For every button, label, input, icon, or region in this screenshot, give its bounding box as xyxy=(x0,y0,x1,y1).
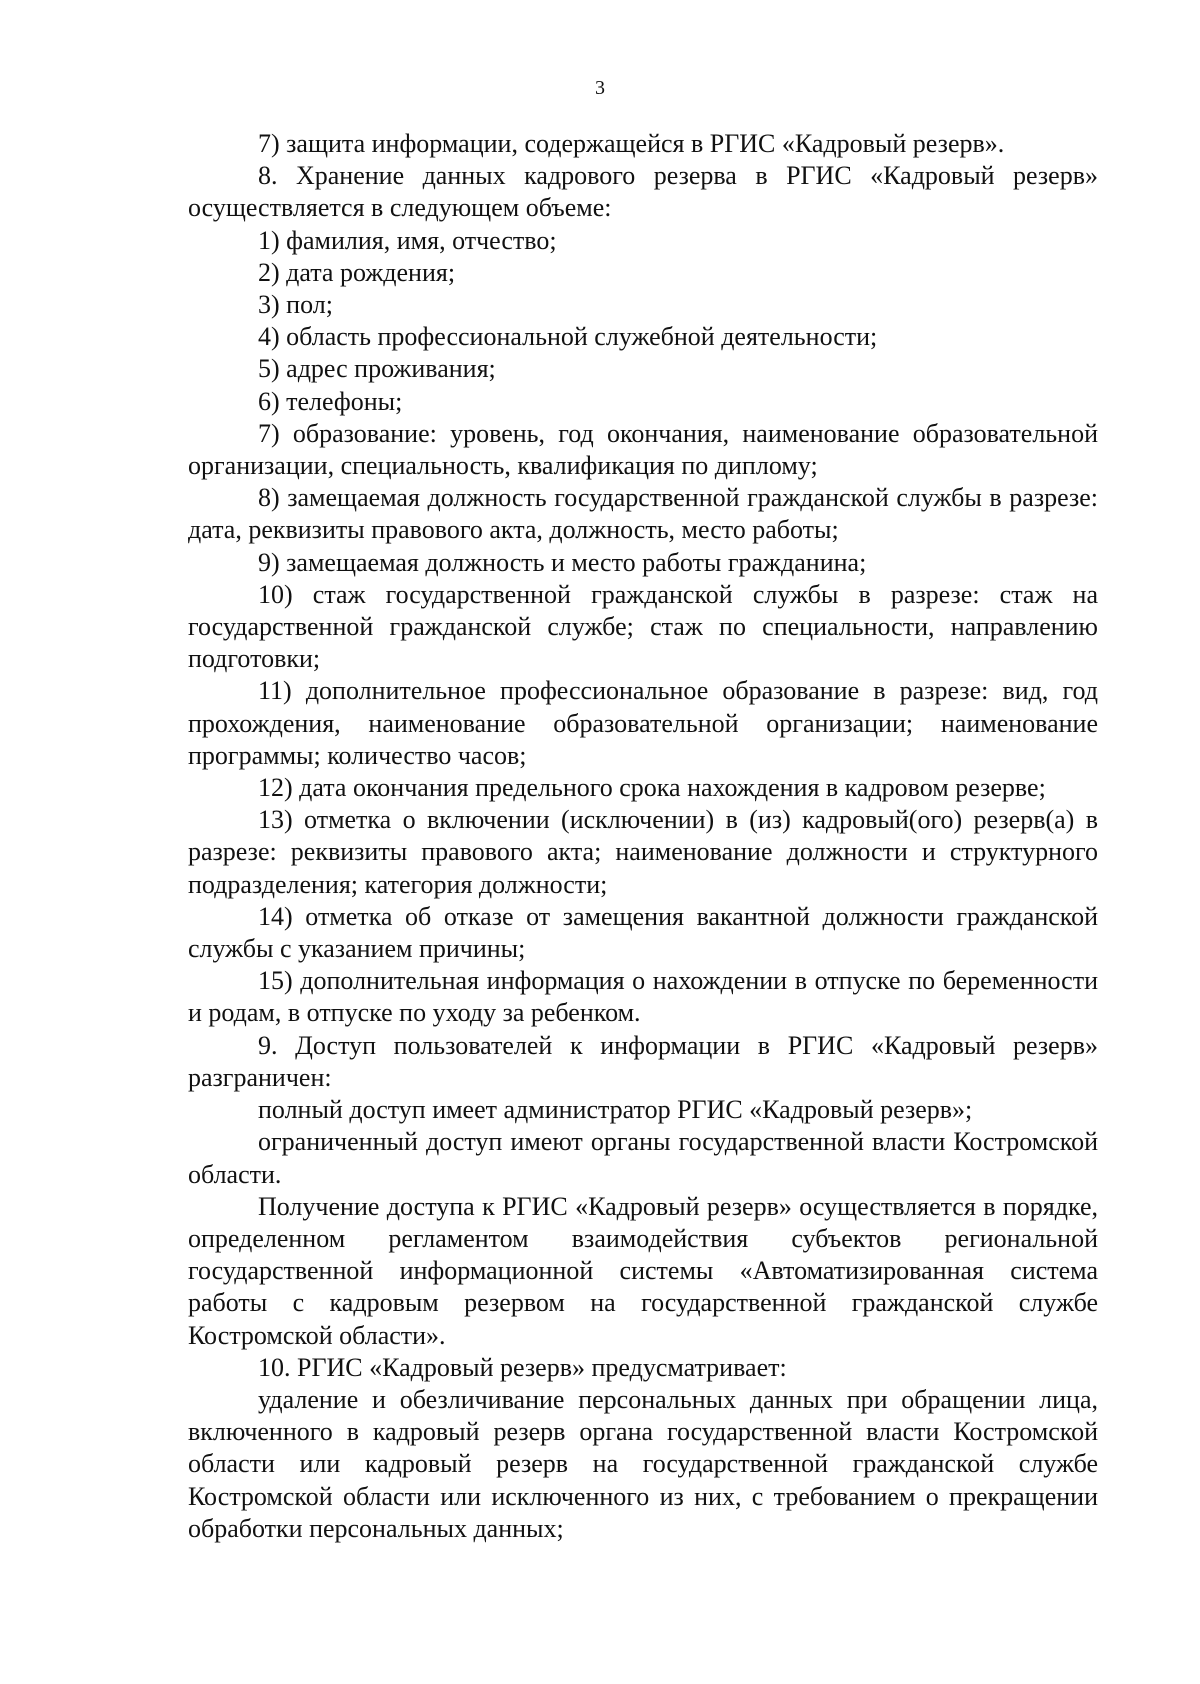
page-number: 3 xyxy=(595,77,605,99)
list-item: 7) образование: уровень, год окончания, наименование образовательной организации, специальность, квалификация по диплому; xyxy=(188,418,1098,481)
list-item: 8) замещаемая должность государственной гражданской службы в разрезе: дата, реквизиты правового акта, должность, место работы; xyxy=(188,483,1098,545)
list-item: 4) область профессиональной служебной деятельности; xyxy=(258,322,878,352)
paragraph: полный доступ имеет администратор РГИС «Кадровый резерв»; xyxy=(258,1095,973,1125)
list-item: 15) дополнительная информация о нахождении в отпуске по беременности и родам, в отпуске по уходу за ребенком. xyxy=(188,966,1098,1028)
paragraph: Получение доступа к РГИС «Кадровый резерв» осуществляется в порядке, определенном регламентом взаимодействия субъектов региональной государственной информационной системы «Автоматизированная система работы с кадровым резервом на государственной гражданской службе Костромской области». xyxy=(188,1191,1098,1350)
list-item: 6) телефоны; xyxy=(258,386,403,416)
list-item: 11) дополнительное профессиональное образование в разрезе: вид, год прохождения, наименование образовательной организации; наименование программы; количество часов; xyxy=(188,676,1098,770)
list-item: 9) замещаемая должность и место работы гражданина; xyxy=(258,547,867,577)
list-item: 12) дата окончания предельного срока нахождения в кадровом резерве; xyxy=(258,773,1046,803)
list-item: 2) дата рождения; xyxy=(258,257,456,287)
paragraph: 7) защита информации, содержащейся в РГИС «Кадровый резерв». xyxy=(258,129,1005,158)
list-item: 1) фамилия, имя, отчество; xyxy=(258,225,557,255)
paragraph: ограниченный доступ имеют органы государственной власти Костромской области. xyxy=(188,1127,1098,1189)
document-body xyxy=(188,128,1098,1545)
list-item: 10) стаж государственной гражданской службы в разрезе: стаж на государственной гражданской службе; стаж по специальности, направлению подготовки; xyxy=(188,579,1098,674)
paragraph: удаление и обезличивание персональных данных при обращении лица, включенного в кадровый резерв органа государственной власти Костромской области или кадровый резерв на государственной гражданской службе Костромской области или исключенного из них, с требованием о прекращении обработки персональных данных; xyxy=(188,1384,1098,1543)
list-item: 3) пол; xyxy=(258,290,333,320)
paragraph: 8. Хранение данных кадрового резерва в РГИС «Кадровый резерв» осуществляется в следующем объеме: xyxy=(188,161,1098,223)
paragraph: 10. РГИС «Кадровый резерв» предусматривает: xyxy=(258,1352,787,1382)
list-item: 5) адрес проживания; xyxy=(258,354,496,384)
list-item: 13) отметка о включении (исключении) в (из) кадровый(ого) резерв(а) в разрезе: реквизиты правового акта; наименование должности и структурного подразделения; категория должности; xyxy=(188,805,1098,899)
paragraph: 9. Доступ пользователей к информации в РГИС «Кадровый резерв» разграничен: xyxy=(188,1030,1098,1092)
list-item: 14) отметка об отказе от замещения вакантной должности гражданской службы с указанием причины; xyxy=(188,901,1098,964)
